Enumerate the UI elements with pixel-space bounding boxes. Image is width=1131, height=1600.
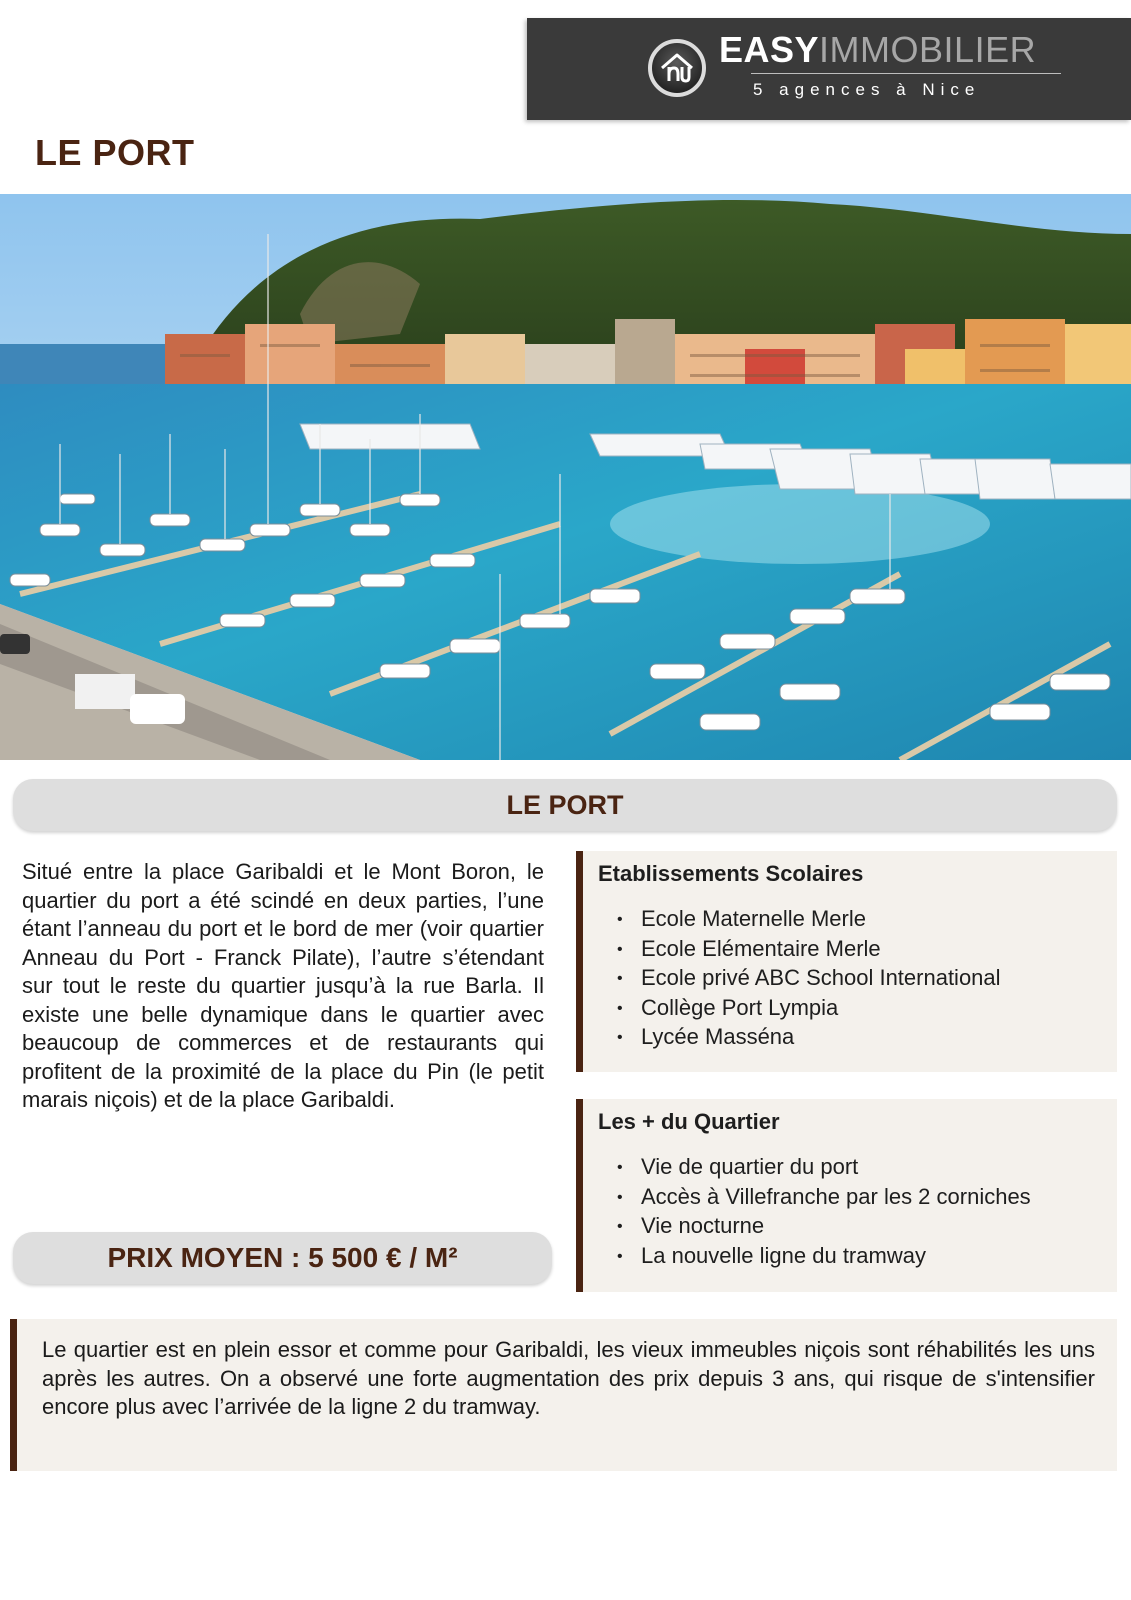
list-item: • La nouvelle ligne du tramway [617,1242,1031,1272]
quarter-highlights-box [576,1099,1117,1292]
list-item: • Ecole Elémentaire Merle [617,935,1001,965]
highlights-list [617,1153,1031,1271]
list-item: • Ecole privé ABC School International [617,964,1001,994]
schools-list [617,905,1001,1053]
brand-easy: EASY [719,29,820,70]
average-price: PRIX MOYEN : 5 500 € / M² [13,1232,552,1284]
list-item: • Vie de quartier du port [617,1153,1031,1183]
schools-title: Etablissements Scolaires [598,861,864,886]
schools-box [576,851,1117,1072]
house-logo-icon [647,38,707,98]
list-item: • Collège Port Lympia [617,994,1001,1024]
list-item: • Lycée Masséna [617,1023,1001,1053]
page-title: LE PORT [35,132,195,173]
brand-tagline: 5 agences à Nice [753,80,981,99]
quarter-description: Situé entre la place Garibaldi et le Mont Boron, le quartier du port a été scindé en deux parties, l’une étant l’anneau du port et le bord de mer (voir quartier Anneau du Port - Franck Pilate), l’autre s’étendant sur tout le reste du quartier jusqu’à la rue Barla. Il existe une belle dynamique dans le quartier avec beaucoup de commerces et de restaurants qui profitent de la proximité de la place du Pin (le petit marais niçois) et de la place Garibaldi. [22,859,544,1112]
brand-name [719,29,1037,70]
section-title: LE PORT [13,779,1117,831]
highlights-title: Les + du Quartier [598,1109,780,1134]
brand-divider [751,73,1061,74]
list-item: • Accès à Villefranche par les 2 corniches [617,1183,1031,1213]
conclusion-box [10,1319,1117,1471]
harbor-photo [0,194,1131,760]
brand-immobilier: IMMOBILIER [819,29,1037,70]
list-item: • Vie nocturne [617,1212,1031,1242]
conclusion-text: Le quartier est en plein essor et comme pour Garibaldi, les vieux immeubles niçois sont réhabilités les uns après les autres. On a observé une forte augmentation des prix depuis 3 ans, qui risque de s'intensifier encore plus avec l’arrivée de la ligne 2 du tramway. [42,1337,1095,1419]
list-item: • Ecole Maternelle Merle [617,905,1001,935]
brand-header [527,18,1131,120]
